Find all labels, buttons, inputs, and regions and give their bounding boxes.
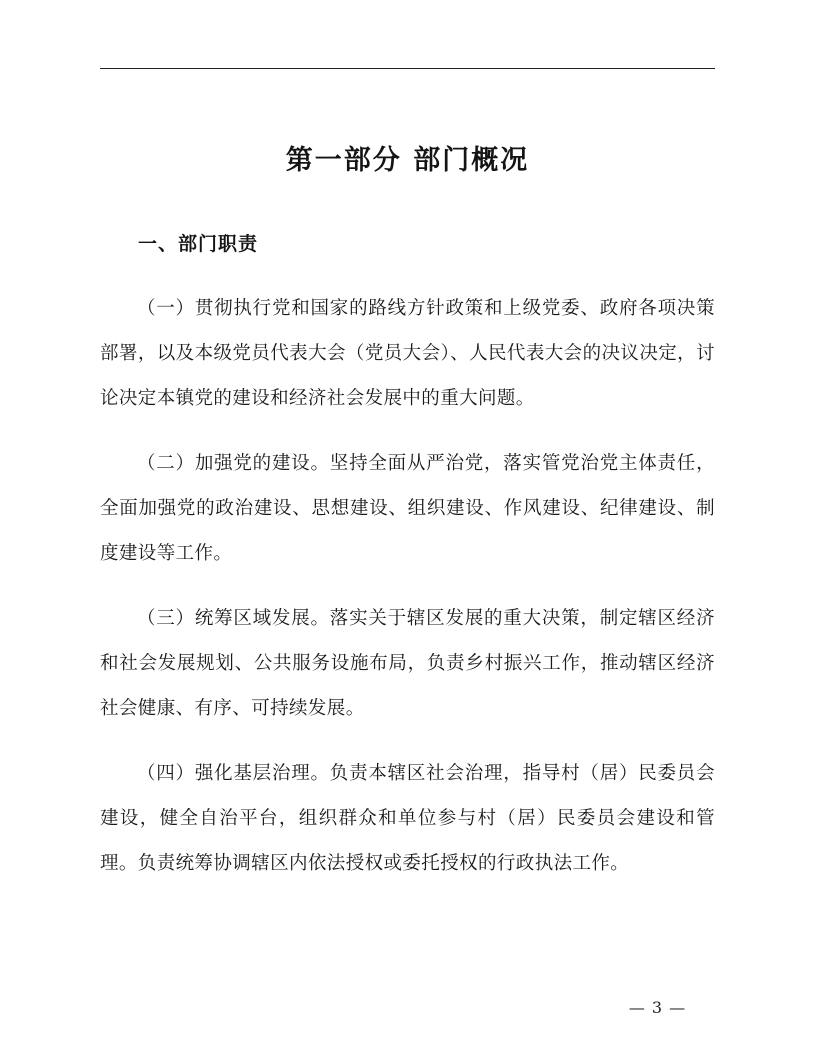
page-title: 第一部分 部门概况 [285, 145, 530, 176]
section-heading-duties: 一、部门职责 [138, 233, 259, 255]
paragraph-item-2: （二）加强党的建设。坚持全面从严治党，落实管党治党主体责任，全面加强党的政治建设、思想建设、组织建设、作风建设、纪律建设、制度建设等工作。 [100, 453, 715, 564]
header-rule [100, 68, 715, 69]
paragraph-item-4: （四）强化基层治理。负责本辖区社会治理，指导村（居）民委员会建设，健全自治平台，组织群众和单位参与村（居）民委员会建设和管理。负责统筹协调辖区内依法授权或委托授权的行政执法工作。 [100, 763, 715, 874]
page-number [0, 998, 815, 1017]
page-number-label: — 3 — [628, 998, 687, 1017]
paragraph-item-1: （一）贯彻执行党和国家的路线方针政策和上级党委、政府各项决策部署，以及本级党员代表大会（党员大会）、人民代表大会的决议决定，讨论决定本镇党的建设和经济社会发展中的重大问题。 [100, 298, 715, 409]
document-content [100, 120, 715, 886]
paragraph-item-3: （三）统筹区域发展。落实关于辖区发展的重大决策，制定辖区经济和社会发展规划、公共服务设施布局，负责乡村振兴工作，推动辖区经济社会健康、有序、可持续发展。 [100, 608, 715, 719]
